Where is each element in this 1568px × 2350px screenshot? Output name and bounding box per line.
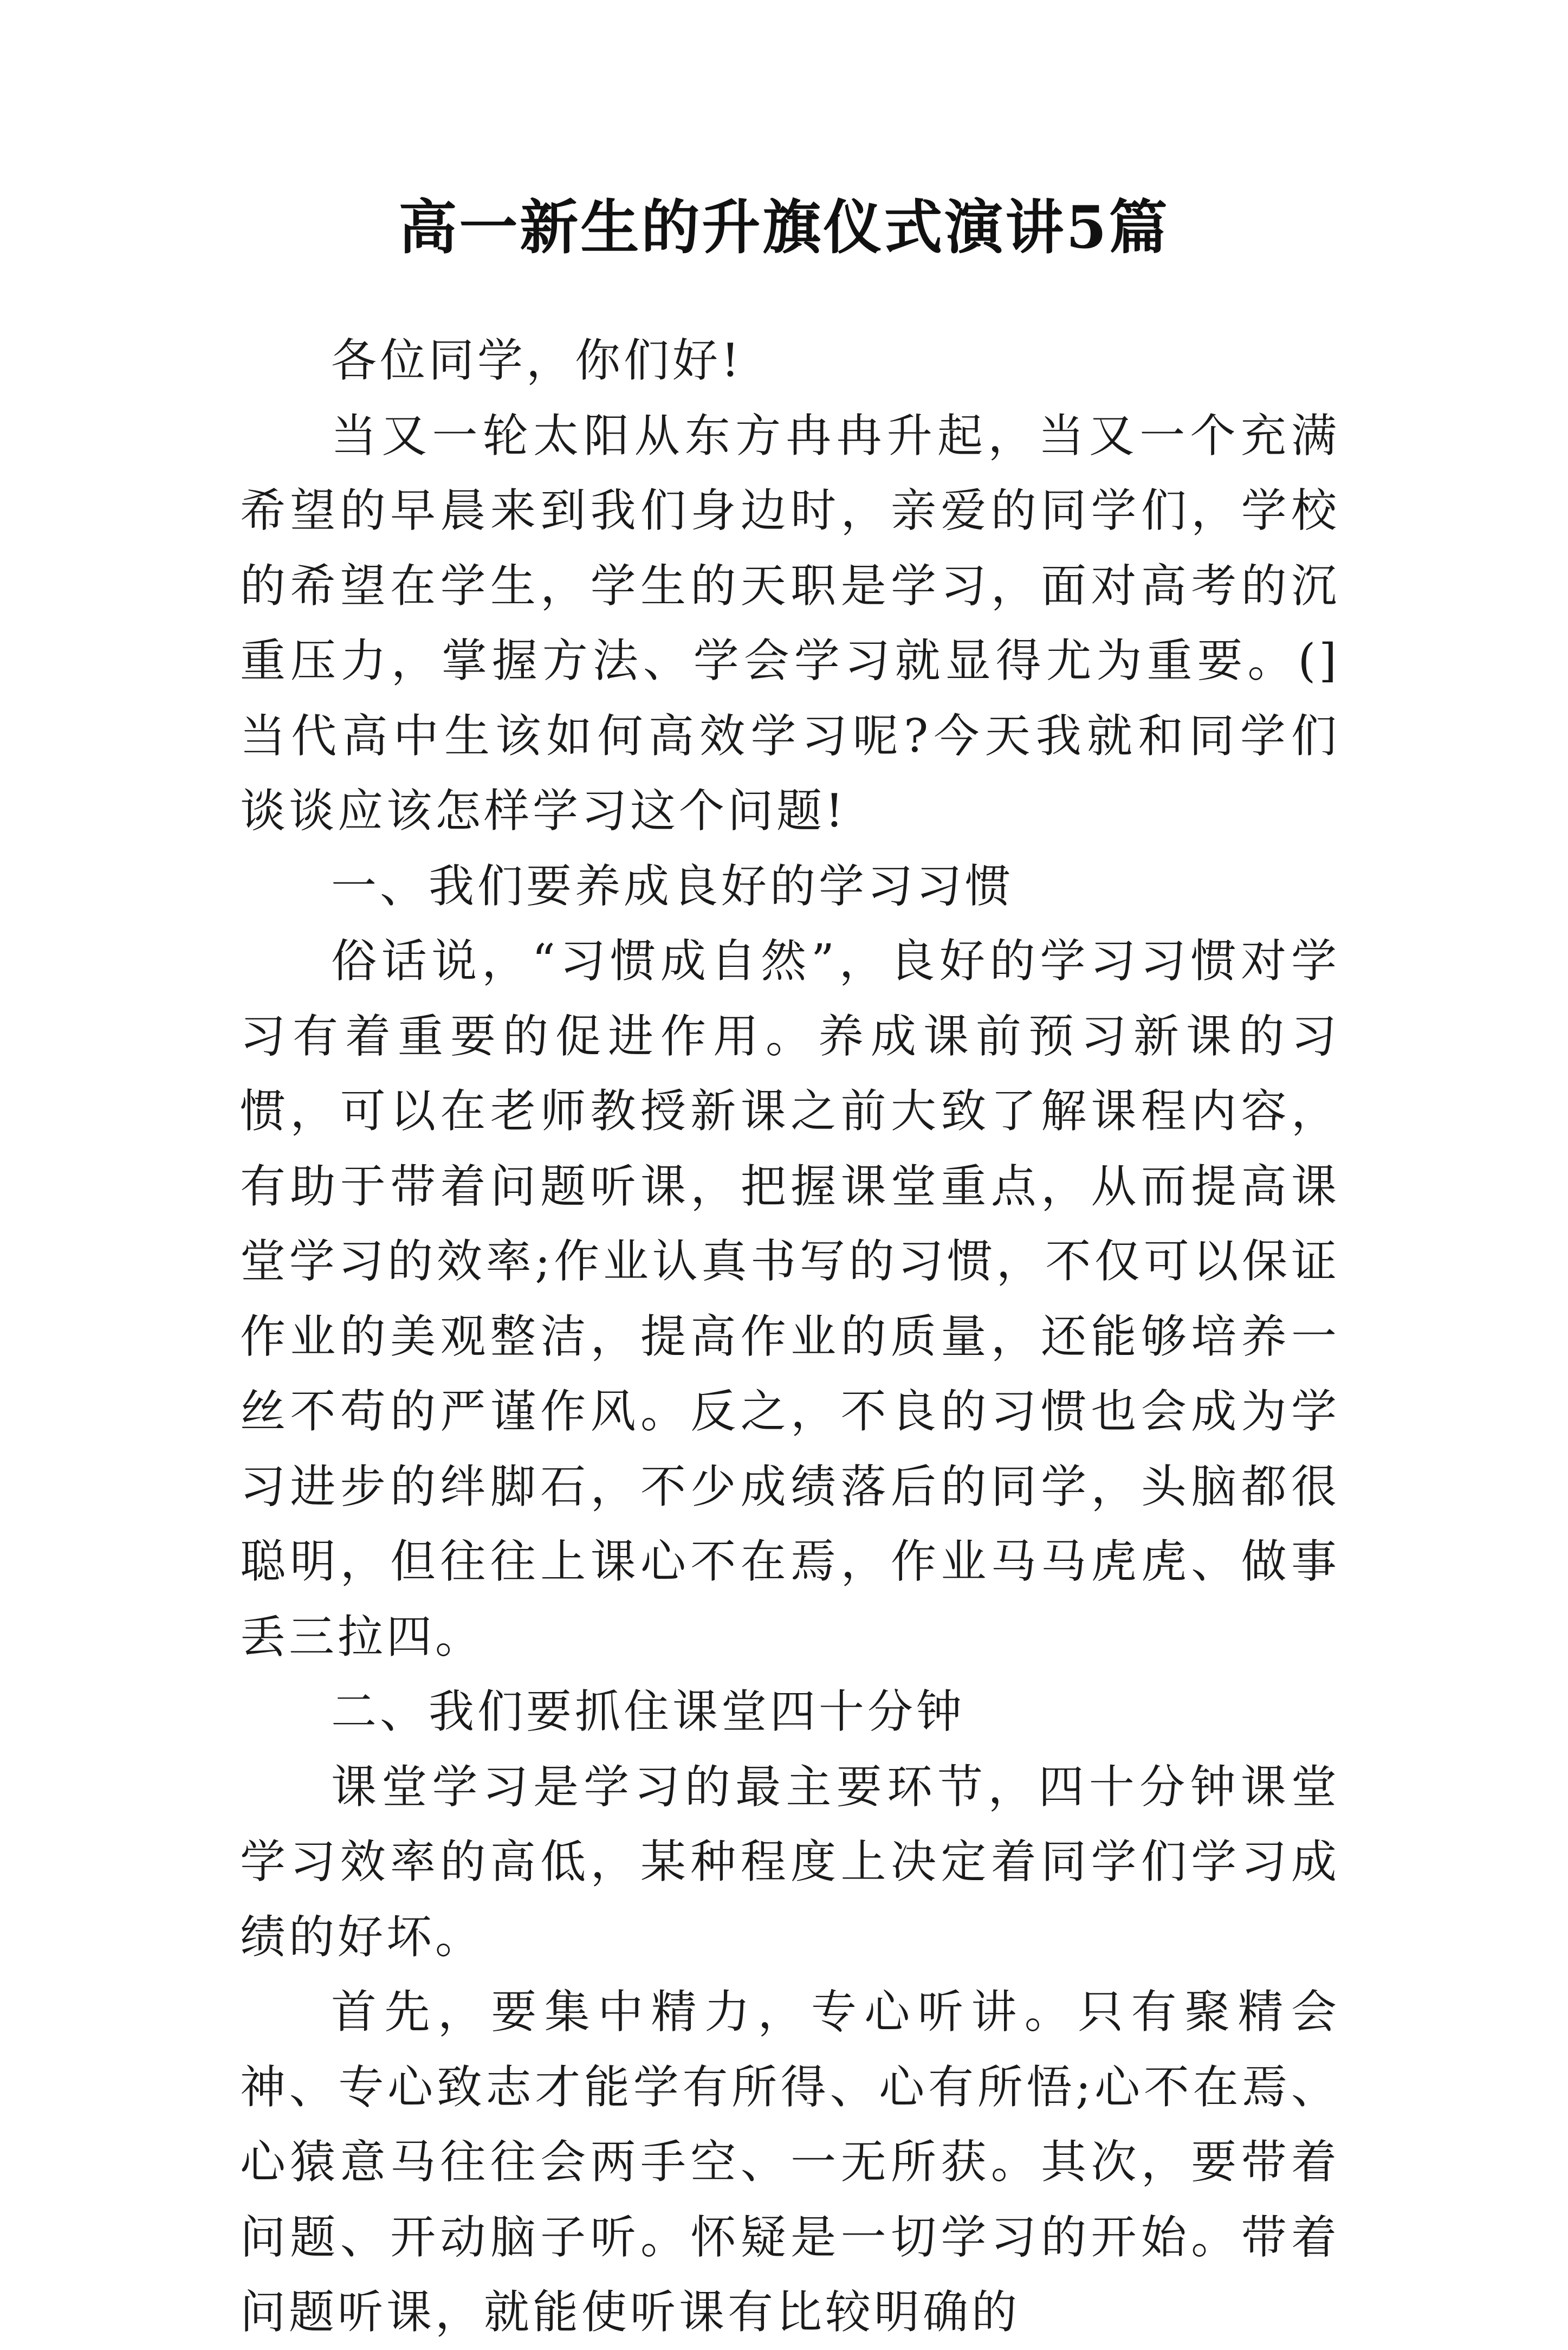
- document-body: [240, 323, 1340, 2350]
- paragraph-focus: 首先，要集中精力，专心听讲。只有聚精会神、专心致志才能学有所得、心有所悟;心不在焉、心猿意马往往会两手空、一无所获。其次，要带着问题、开动脑子听。怀疑是一切学习的开始。带着问题听课，就能使听课有比较明确的: [240, 1985, 1340, 2339]
- section-heading-2: 二、我们要抓住课堂四十分钟: [331, 1685, 966, 1738]
- paragraph-intro: 当又一轮太阳从东方冉冉升起，当又一个充满希望的早晨来到我们身边时，亲爱的同学们，学校的希望在学生，学生的天职是学习，面对高考的沉重压力，掌握方法、学会学习就显得尤为重要。(]当代高中生该如何高效学习呢?今天我就和同学们谈谈应该怎样学习这个问题!: [240, 409, 1340, 837]
- paragraph-greeting: 各位同学，你们好!: [331, 334, 743, 387]
- section-heading-1: 一、我们要养成良好的学习习惯: [331, 859, 1014, 913]
- paragraph-classroom: 课堂学习是学习的最主要环节，四十分钟课堂学习效率的高低，某种程度上决定着同学们学习成绩的好坏。: [240, 1760, 1340, 1964]
- document-title: 高一新生的升旗仪式演讲5篇: [398, 193, 1170, 262]
- paragraph-habits: 俗话说，“习惯成自然”，良好的学习习惯对学习有着重要的促进作用。养成课前预习新课的习惯，可以在老师教授新课之前大致了解课程内容，有助于带着问题听课，把握课堂重点，从而提高课堂学习的效率;作业认真书写的习惯，不仅可以保证作业的美观整洁，提高作业的质量，还能够培养一丝不苟的严谨作风。反之，不良的习惯也会成为学习进步的绊脚石，不少成绩落后的同学，头脑都很聪明，但往往上课心不在焉，作业马马虎虎、做事丢三拉四。: [240, 934, 1340, 1663]
